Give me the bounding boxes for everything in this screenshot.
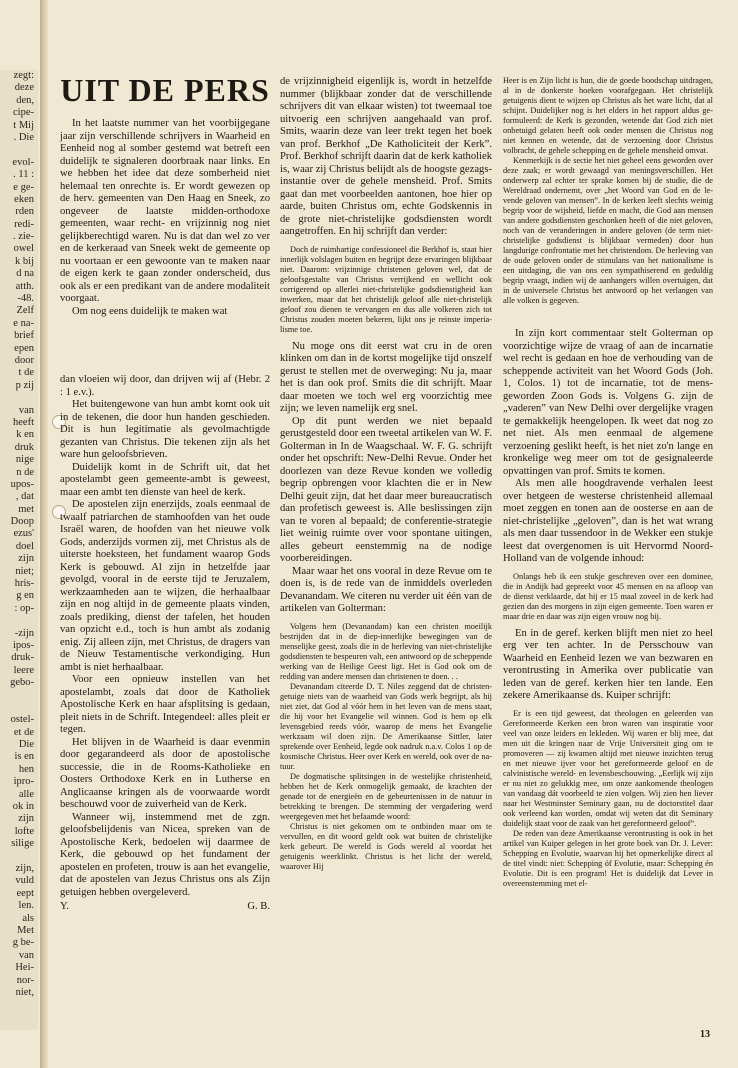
adjacent-page-fragment: . 11 : — [13, 169, 34, 181]
adjacent-page-fragment — [0, 851, 38, 863]
adjacent-page-fragment: e ge- — [13, 181, 34, 193]
adjacent-page-fragment: lofte — [14, 825, 34, 837]
adjacent-page-fragment — [0, 690, 38, 702]
adjacent-page-fragment: Zelf — [16, 305, 34, 317]
paragraph: dan vloeien wij door, dan drijven wij af (Hebr. 2 : 1 e.v.). — [60, 374, 270, 398]
adjacent-page-fragment: niet, — [15, 986, 34, 998]
paragraph: Wanneer wij, instemmend met de zgn. geloofsbelijdenis van Nicea, spreken van de Apostolische Kerk, bedoelen wij daarmee de Kerk, die gebouwd op het fundament der apostelen en profeten, trouw is aan het evangelie, dat de apostelen van Jezus Christus ons als Zijn getuigen hebben overgeleverd. — [60, 811, 270, 898]
adjacent-page-fragment: ostel- — [10, 714, 34, 726]
signature-initial: Y. — [60, 901, 69, 912]
adjacent-page-fragment — [0, 702, 38, 714]
adjacent-page-fragment: p zij — [15, 379, 34, 391]
adjacent-page-fragment: met — [18, 503, 34, 515]
adjacent-page-fragment: van — [18, 404, 34, 416]
block-quote: Christus is niet gekomen om te ontbinden maar om te vervullen, en dit woord geldt ook wat buiten de christelijke kerk gebeurt. De wereld is Gods wereld al voordat het getuigenis weerklinkt. Christus is het licht der wereld, waarover Hij — [280, 821, 492, 871]
block-quote: De reden van deze Amerikaanse verontrusting is ook in het artikel van Kuiper gelegen in het grote boek van Dr. J. Lever: Schepping en Evolutie, waarvan hij het opmerkelijke direct al de titel vindt: niet: Schepping óf Evolutie, maar: Schepping én Evolutie. Dit is een program! Het is duidelijk dat Lever in overeenstemming met el- — [503, 828, 713, 888]
adjacent-page-fragment: is en — [14, 751, 34, 763]
adjacent-page-fragment: rden — [15, 206, 34, 218]
adjacent-page-fragment: k en — [16, 429, 34, 441]
adjacent-page-fragment — [0, 144, 38, 156]
adjacent-page-fragment — [0, 615, 38, 627]
right-column — [503, 76, 713, 895]
adjacent-page-fragment: , dat — [15, 491, 34, 503]
paragraph: Het blijven in de Waarheid is daar evenmin door gegarandeerd als door de apostolische successie, die in de Rooms-Katholieke en Oosters Orthodoxe Kerk en in Lutherse en Anglicaanse kringen als de voorwaarde wordt beschouwd voor de zuiverheid van de Kerk. — [60, 736, 270, 810]
adjacent-page-fragment: van — [18, 949, 34, 961]
adjacent-page-fragment: zijn, — [15, 863, 34, 874]
signature-line — [60, 901, 270, 914]
adjacent-page-fragment: . Die — [13, 131, 34, 143]
adjacent-page-fragment: eken — [14, 193, 34, 205]
adjacent-page-margin — [0, 70, 38, 1030]
adjacent-page-fragment — [0, 392, 38, 404]
paragraph: Nu moge ons dit eerst wat cru in de oren klinken om dan in de kortst mogelijke tijd onszelf gerust te stellen met de overweging: Nu ja, maar het is dan ook prof. Smits die dit schrijft. Maar daar moeten we toch wel erg voorzichtig mee zijn; we leven namelijk erg snel. — [280, 340, 492, 414]
adjacent-page-fragment: Doop — [10, 516, 34, 528]
adjacent-page-fragment: druk — [14, 441, 34, 453]
signature-author: G. B. — [247, 901, 270, 912]
block-quote: Devanandam citeerde D. T. Niles zeggend dat de christen-getuige niets van de waarheid van Gods werk begrijpt, als hij niet ziet, dat God al vóór hem in het leven van de mens staat, die hij voor het Evangelie wil winnen. God is hem op elk levensgebied reeds vóór, waarop de mens het Evangelie werkzaam wil doen zijn. De Amerikaanse Sittler, later sprekende over Eenheid, legde ook nadruk n.a.v. Colos 1 op de kosmische Christus. Heer over Kerk en wereld, ook over de natuur. — [280, 681, 492, 771]
adjacent-page-fragment: nige — [15, 454, 34, 466]
adjacent-page-fragment: t de — [18, 367, 34, 379]
block-quote: Er is een tijd geweest, dat theologen en geleerden van Gereformeerde Kerken een bron waren van inspiratie voor veel van onze leiders en lekleden. Wij waren er blij mee, dat men uit die kringen naar de Vrije Universiteit ging om te promoveren — zij kwamen altijd met nieuwe inzichten terug en met nieuwe ijver voor het gereformeerde geloof en de calvinistische wereld- en levensbeschouwing. „Eerlijk wij zijn er nu niet zo gelukkig mee, om onze aankomende theologen van vandaag dát voorbeeld te zien volgen. Wij zien hen liever naar het Westminster Seminary gaan, nu de doctorstitel daar ook verleend kan worden, omdat wij weten dat dit Seminary duidelijk staat voor de zaak van het gereformeerd geloof”. — [503, 708, 713, 828]
paragraph: Het buitengewone van hun ambt komt ook uit in de tekenen, die door hun handen geschieden. Dit is hun legitimatie als gevolmachtigde gezanten van Christus. Die tekenen zijn als het ware hun geloofsbrieven. — [60, 399, 270, 460]
middle-column — [280, 76, 492, 872]
adjacent-page-fragment: druk- — [11, 652, 34, 664]
adjacent-page-fragment: gebo- — [10, 677, 34, 689]
adjacent-page-fragment: Die — [18, 739, 34, 751]
paragraph: Als men alle hoogdravende verhalen leest over hetgeen de westerse christenheid allemaal moet zeggen en tonen aan de oosterse en aan de niet-christelijke „geloven”, dan is het wat wrang als men daar tussendoor in de Wekker een stukje leest dat overgenomen is uit Hervormd Noord-Holland van de volgende inhoud: — [503, 478, 713, 564]
adjacent-page-fragment: k bij — [15, 255, 34, 267]
adjacent-page-fragment: ezus' — [13, 528, 34, 540]
paragraph: Om nog eens duidelijk te maken wat — [72, 305, 228, 317]
adjacent-page-fragment: zijn — [18, 553, 34, 565]
adjacent-page-fragment: cipe- — [13, 107, 34, 119]
adjacent-page-fragment: niet; — [15, 565, 34, 577]
adjacent-page-fragment: : op- — [14, 602, 34, 614]
block-quote: De dogmatische splitsingen in de westelijke christenheid, hebben het de Kerk onmogelijk gemaakt, de krachten der genade tot de energieën en de gebeurtenissen in de natuur in betrekking te brengen. De stemming der vergadering werd weergegeven met het befaamde woord: — [280, 771, 492, 821]
block-quote: Volgens hem (Devanandam) kan een christen moeilijk bestrijden dat in de diep-innerlijke bewegingen van de menselijke geest, zoals die in de herleving van niet-christelijke godsdiensten te bespeuren valt, een antwoord op de scheppende werking van de Heilige Geest ligt. Het is God ook om de redding van andere mensen dan christenen te doen. . . — [280, 621, 492, 681]
adjacent-page-fragment: hen — [18, 763, 34, 775]
adjacent-page-fragment: zegt: — [13, 70, 34, 81]
adjacent-page-fragment: g be- — [12, 937, 34, 949]
adjacent-page-fragment: als — [22, 912, 34, 924]
adjacent-page-fragment: owel — [13, 243, 34, 255]
adjacent-page-fragment: nor- — [16, 974, 34, 986]
page-number: 13 — [700, 1029, 710, 1040]
adjacent-page-fragment: hris- — [14, 578, 34, 590]
adjacent-page-fragment: eept — [16, 887, 34, 899]
binding-fold — [40, 0, 48, 1068]
paragraph: De apostelen zijn enerzijds, zoals eenmaal de twaalf patriarchen de stamhoofden van het oude Israël waren, de hoofden van het nieuwe volk Gods, anderzijds vormen zij, met Christus als de uiterste hoeksteen, het fundament waarop Gods Kerk is gebouwd. Al zijn in hetzelfde jaar gevolgd, vooral in de eerste tijd te Jeruzalem, werkzaamheden aan te wijzen, die herhaalbaar zijn en nog altijd in de gemeente plaats vinden, zoals prediking, dienst der tafelen, het houden van opzicht e.d., toch is hun ambt als zodanig enig. Zij alleen zijn, met Christus, de dragers van de Nieuw Testamentische verkondiging. Hun ambt is niet herhaalbaar. — [60, 499, 270, 673]
adjacent-page-fragment: n de — [16, 466, 34, 478]
block-quote: Kenmerkijk is de sectie het niet geheel eens geworden over deze zaak; er wordt gewaagd van meningsverschillen. Het onderwerp zal echter ter sprake komen bij de studie, die de Wereldraad ondernemt, over „het Woord van God en de levende geloven van mensen”. In de kerken leeft slechts weinig begrip voor de wijsheid, liefde en macht, die God aan mensen van andere godsdiensten geschonken heeft of die niet geloven, noch van de veranderingen in andere geloven (de term niet-christelijke godsdienst is blijkbaar vermeden) door hun langdurige confrontatie met het christendom. De herleving van de oude geloven onder de stimulans van het nationalisme is een uitdaging, die van ons een sympathiserend en geduldig begrip vraagt, indien wij de aanhangers willen overtuigen, dat in de universele Christus het antwoord op het verlangen van alle volken is gegeven. — [503, 156, 713, 305]
paragraph: In het laatste nummer van het voorbijgegane jaar zijn verschillende schrijvers in Waarheid en Eenheid nog al somber gestemd wat betreft een duidelijk te signaleren doorbraak naar links. En we hebben het idee dat deze somberheid niet helemaal ten onrechte is. Er wordt gewezen op de herv. gemeenten van Den Haag en Sneek, zo ongeveer de laatste midden-orthodoxe gemeenten, waar recht- en vrijzinnig nog niet gelijkberechtigd waren. Nu is dat dan wel zo ver en de kerkeraad van Sneek wekt de gemeente op nu voortaan er een gewoonte van te maken naar de eigen kerk te gaan zonder onderscheid, dus ook als er een predikant van de andere modaliteit voorgaat. — [60, 118, 270, 304]
adjacent-page-fragment: e na- — [13, 317, 34, 329]
block-quote: Doch de ruimhartige confessioneel die Berkhof is, staat hier innerlijk volslagen buiten en begrijpt deze ervaringen blijkbaar niet. Daarom: vrijzinnige christenen geloven wel, dat de geloofsgestalte van Christus verrijkend en wellicht ook corrigerend op allerlei niet-christelijke godsdienstigheid kan inwerken, maar dat het christelijk geloof alle niet-christelijk geloof zou dienen te vervangen en dus alle volkeren zich tot Christus zouden moeten bekeren, lijkt ons je reinste imperialisme toe. — [280, 244, 492, 334]
block-quote: Onlangs heb ik een stukje geschreven over een dominee, die in Andijk had gepreekt voor 45 mensen en na afloop van de dienst verklaarde, dat hij er 15 maal zoveel in de kerk had gezien dan des morgens in zijn eigen gemeente. Toen waren er maar drie en daar was zijn eigen vrouw nog bij. — [503, 571, 713, 621]
adjacent-page-fragment: door — [14, 354, 34, 366]
adjacent-page-fragment: brief — [14, 330, 34, 342]
adjacent-page-fragment: upos- — [10, 478, 34, 490]
paragraph: Op dit punt werden we niet bepaald gerustgesteld door een tweetal artikelen van W. F. Golterman in In de Waagschaal. W. F. G. schrijft onder het opschrift: New-Delhi Revue. Onder het doorlezen van deze Revue konden we volledig begrip opbrengen voor klachten die er in New Delhi geuit zijn, dat het daar meer bureaucratisch dan profetisch geweest is. Alle beslissingen zijn van te voren al bepaald; de conferentie-strategie liet weinig ruimte over voor spontane uitingen, alles gebeurt eenstemmig na de nodige voorbereidingen. — [280, 415, 492, 564]
article-title: UIT DE PERS — [60, 72, 270, 108]
paragraph: En in de geref. kerken blijft men niet zo heel erg ver ten achter. In de Persschouw van Waarheid en Eenheid lezen we van bezwaren en verontrusting in Amerika over publicatie van leden van de geref. kerken hier ten lande. Een zekere Amerikaanse ds. Kuiper schrijft: — [503, 627, 713, 701]
left-column-top — [60, 118, 270, 318]
adjacent-page-fragment: g en — [16, 590, 34, 602]
adjacent-page-fragment: ipro- — [13, 776, 34, 788]
adjacent-page-fragment: silige — [11, 838, 34, 850]
adjacent-page-fragment: atth. — [15, 280, 34, 292]
adjacent-page-fragment: Met — [17, 924, 34, 936]
paragraph: Duidelijk komt in de Schrift uit, dat het apostelambt geen gemeente-ambt is geweest, maar een ambt ten dienste van heel de kerk. — [60, 461, 270, 498]
paragraph: In zijn kort commentaar stelt Golterman op voorzichtige wijze de vraag of aan de incarnatie wel recht is gedaan en hoe de verhouding van de scheppende activiteit van het Woord Gods (Joh. 1, Colos. 1) tot de incarnatie, tot de mensgeworden Zoon Gods is. Volgens G. zijn de „vaderen” van New Delhi over dergelijke vragen te gemakkelijk heengelopen. Ik weet dat nog zo net niet. Als men eenmaal de algemene verzoening geslikt heeft, is het niet zo'n lange en kronkelige weg meer om tot de gesignaleerde opvattingen van prof. Smits te komen. — [503, 328, 713, 477]
paragraph: de vrijzinnigheid eigenlijk is, wordt in hetzelfde nummer (blijkbaar zonder dat de verschillende schrijvers dit van elkaar wisten) tot tweemaal toe uitvoerig een schrijven aangehaald van prof. Smits, waarin deze van leer trekt tegen het boek van prof. Berkhof „De Katholiciteit der Kerk”. Prof. Berkhof schrijft daarin dat de kerk katholiek is, waar zij Christus belijdt als de hoogste gezagsinstantie over de gehele mensheid. Prof. Smits gaat dan met voorbeelden aantonen, hoe hier op aarde, buiten Christus om, echte Godskennis in de grote niet-christelijke godsdiensten wordt aangetroffen. En hij schrijft dan verder: — [280, 76, 492, 237]
adjacent-page-fragment: len. — [18, 900, 34, 912]
adjacent-page-fragment: -48. — [17, 293, 34, 305]
paragraph: Maar waar het ons vooral in deze Revue om te doen is, is de rede van de inmiddels overleden Devanandam. We citeren nu verder uit één van de artikelen van Golterman: — [280, 565, 492, 614]
adjacent-page-fragment: leere — [13, 664, 34, 676]
adjacent-page-fragment: deze — [14, 82, 34, 94]
adjacent-page-fragment: vuld — [15, 875, 34, 887]
adjacent-page-fragment: ipos- — [13, 639, 34, 651]
adjacent-page-fragment: epen — [14, 342, 34, 354]
adjacent-page-fragment: heeft — [13, 416, 34, 428]
adjacent-page-fragment: et de — [13, 726, 34, 738]
adjacent-page-fragment: d na — [16, 268, 34, 280]
adjacent-page-fragment: alle — [18, 788, 34, 800]
adjacent-page-fragment: t Mij — [13, 119, 34, 131]
adjacent-page-fragment: redi- — [14, 218, 34, 230]
paragraph: Voor een opnieuw instellen van het apostelambt, zoals dat door de Katholiek Apostolische Kerk en haar afsplitsing is gedaan, pleit niets in de Schrift. Integendeel: alles pleit er tegen. — [60, 674, 270, 735]
adjacent-page-fragment: -zijn — [14, 627, 34, 639]
adjacent-page-fragment: doel — [15, 540, 34, 552]
adjacent-page-fragment: evol- — [12, 156, 34, 168]
adjacent-page-fragment: . zie- — [13, 231, 34, 243]
adjacent-page-fragment: zijn — [18, 813, 34, 825]
adjacent-page-fragment: Hei- — [15, 962, 34, 974]
adjacent-page-fragment: den, — [16, 94, 34, 106]
left-column-bottom — [60, 374, 270, 914]
block-quote: Heer is en Zijn licht is hun, die de goede boodschap uitdragen, al in de donkerste hoeken voorafgegaan. Het christelijk getuigenis dient te wijzen op Christus als het ware licht, dat al schijnt. Duidelijker nog is het elders in het rapport aldus geformuleerd: de Kerk is gezonden, wetende dat God zich niet onbetuigd gelaten heeft ook onder mensen die Christus nog niet kennen en wetende, dat de verzoening door Christus volbracht, de gehele schepping en de gehele mensheid omvat. — [503, 76, 713, 155]
adjacent-page-fragment: ok in — [12, 801, 34, 813]
